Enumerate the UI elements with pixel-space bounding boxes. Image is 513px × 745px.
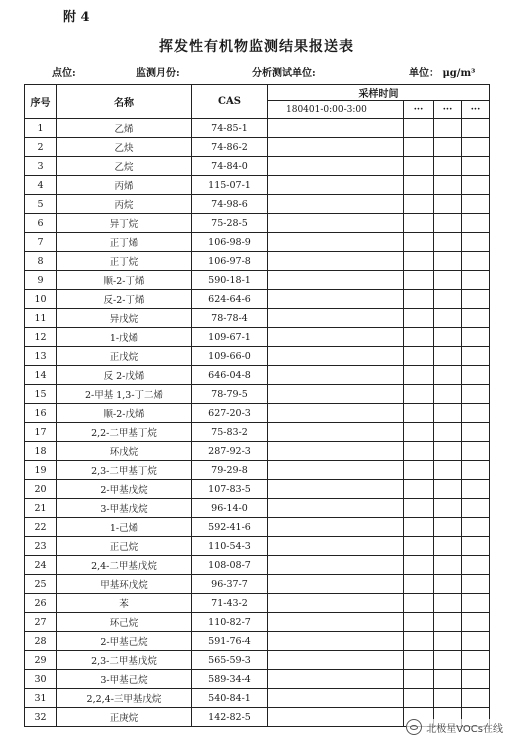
row-number: 12: [25, 328, 57, 347]
compound-name: 正己烷: [57, 537, 192, 556]
result-cell: [434, 309, 462, 328]
result-cell: [404, 138, 434, 157]
compound-name: 丙烷: [57, 195, 192, 214]
result-cell: [462, 442, 490, 461]
table-row: [25, 670, 490, 689]
result-cell: [404, 689, 434, 708]
result-cell: [404, 670, 434, 689]
result-cell: [404, 442, 434, 461]
table-row: [25, 423, 490, 442]
result-cell: [462, 176, 490, 195]
result-cell: [434, 499, 462, 518]
month-label: 监测月份:: [136, 68, 180, 79]
row-number: 3: [25, 157, 57, 176]
row-number: 31: [25, 689, 57, 708]
result-cell: [434, 290, 462, 309]
row-number: 14: [25, 366, 57, 385]
cas-number: 589-34-4: [192, 670, 268, 689]
table-row: [25, 195, 490, 214]
cas-number: 592-41-6: [192, 518, 268, 537]
result-cell: [268, 499, 404, 518]
result-cell: [462, 233, 490, 252]
result-cell: [434, 347, 462, 366]
compound-name: 3-甲基己烷: [57, 670, 192, 689]
compound-name: 2-甲基己烷: [57, 632, 192, 651]
result-cell: [404, 461, 434, 480]
results-table: [24, 84, 490, 727]
result-cell: [434, 195, 462, 214]
header-sample-time: 采样时间: [268, 85, 490, 101]
row-number: 10: [25, 290, 57, 309]
compound-name: 正丁烯: [57, 233, 192, 252]
result-cell: [462, 252, 490, 271]
result-cell: [268, 366, 404, 385]
row-number: 6: [25, 214, 57, 233]
result-cell: [434, 271, 462, 290]
result-cell: [268, 290, 404, 309]
row-number: 20: [25, 480, 57, 499]
cas-number: 74-84-0: [192, 157, 268, 176]
cas-number: 110-82-7: [192, 613, 268, 632]
result-cell: [404, 651, 434, 670]
result-cell: [268, 385, 404, 404]
result-cell: [462, 423, 490, 442]
watermark-text: 北极星VOCs在线: [426, 723, 503, 735]
compound-name: 苯: [57, 594, 192, 613]
result-cell: [462, 537, 490, 556]
result-cell: [404, 499, 434, 518]
cas-number: 107-83-5: [192, 480, 268, 499]
compound-name: 2-甲基戊烷: [57, 480, 192, 499]
compound-name: 1-戊烯: [57, 328, 192, 347]
result-cell: [462, 461, 490, 480]
result-cell: [462, 594, 490, 613]
result-cell: [404, 613, 434, 632]
row-number: 17: [25, 423, 57, 442]
result-cell: [404, 404, 434, 423]
cas-number: 75-83-2: [192, 423, 268, 442]
cas-number: 78-78-4: [192, 309, 268, 328]
compound-name: 2-甲基 1,3-丁二烯: [57, 385, 192, 404]
cas-number: 106-98-9: [192, 233, 268, 252]
result-cell: [404, 195, 434, 214]
result-cell: [434, 651, 462, 670]
result-cell: [462, 689, 490, 708]
cas-number: 110-54-3: [192, 537, 268, 556]
result-cell: [434, 404, 462, 423]
table-row: [25, 575, 490, 594]
result-cell: [268, 214, 404, 233]
result-cell: [462, 328, 490, 347]
table-row: [25, 366, 490, 385]
row-number: 8: [25, 252, 57, 271]
result-cell: [462, 271, 490, 290]
cas-number: 71-43-2: [192, 594, 268, 613]
result-cell: [268, 594, 404, 613]
result-cell: [434, 518, 462, 537]
cas-number: 109-66-0: [192, 347, 268, 366]
result-cell: [268, 613, 404, 632]
cas-number: 108-08-7: [192, 556, 268, 575]
result-cell: [268, 176, 404, 195]
row-number: 7: [25, 233, 57, 252]
row-number: 1: [25, 119, 57, 138]
result-cell: [268, 423, 404, 442]
table-row: [25, 119, 490, 138]
result-cell: [404, 480, 434, 499]
table-row: [25, 233, 490, 252]
compound-name: 甲基环戊烷: [57, 575, 192, 594]
row-number: 26: [25, 594, 57, 613]
table-row: [25, 499, 490, 518]
cas-number: 591-76-4: [192, 632, 268, 651]
table-row: [25, 689, 490, 708]
result-cell: [268, 689, 404, 708]
result-cell: [404, 290, 434, 309]
cas-number: 624-64-6: [192, 290, 268, 309]
result-cell: [462, 347, 490, 366]
compound-name: 环戊烷: [57, 442, 192, 461]
result-cell: [434, 157, 462, 176]
cas-number: 109-67-1: [192, 328, 268, 347]
watermark: [406, 719, 503, 735]
point-label: 点位:: [52, 68, 76, 79]
row-number: 24: [25, 556, 57, 575]
row-number: 4: [25, 176, 57, 195]
table-row: [25, 347, 490, 366]
cas-number: 540-84-1: [192, 689, 268, 708]
result-cell: [404, 366, 434, 385]
result-cell: [434, 214, 462, 233]
result-cell: [434, 328, 462, 347]
result-cell: [268, 556, 404, 575]
row-number: 30: [25, 670, 57, 689]
result-cell: [434, 233, 462, 252]
result-cell: [462, 499, 490, 518]
result-cell: [404, 575, 434, 594]
result-cell: [462, 309, 490, 328]
result-cell: [434, 575, 462, 594]
compound-name: 1-己烯: [57, 518, 192, 537]
result-cell: [404, 347, 434, 366]
cas-number: 590-18-1: [192, 271, 268, 290]
compound-name: 2,3-二甲基戊烷: [57, 651, 192, 670]
sample-period-1: 180401-0:00-3:00: [268, 101, 404, 119]
result-cell: [462, 613, 490, 632]
result-cell: [268, 233, 404, 252]
table-row: [25, 176, 490, 195]
result-cell: [434, 480, 462, 499]
compound-name: 丙烯: [57, 176, 192, 195]
row-number: 18: [25, 442, 57, 461]
row-number: 13: [25, 347, 57, 366]
cas-number: 106-97-8: [192, 252, 268, 271]
result-cell: [268, 442, 404, 461]
result-cell: [434, 537, 462, 556]
result-cell: [268, 252, 404, 271]
row-number: 16: [25, 404, 57, 423]
result-cell: [462, 385, 490, 404]
compound-name: 3-甲基戊烷: [57, 499, 192, 518]
page-title: 挥发性有机物监测结果报送表: [159, 39, 354, 55]
unit-label: 单位： μg/m³: [409, 68, 476, 79]
compound-name: 正庚烷: [57, 708, 192, 727]
cas-number: 96-37-7: [192, 575, 268, 594]
compound-name: 异丁烷: [57, 214, 192, 233]
result-cell: [462, 575, 490, 594]
table-row: [25, 461, 490, 480]
table-row: [25, 214, 490, 233]
cas-number: 142-82-5: [192, 708, 268, 727]
cas-number: 75-28-5: [192, 214, 268, 233]
sample-period-more: ···: [434, 101, 462, 119]
result-cell: [268, 328, 404, 347]
cas-number: 74-85-1: [192, 119, 268, 138]
compound-name: 反 2-戊烯: [57, 366, 192, 385]
result-cell: [268, 347, 404, 366]
result-cell: [268, 575, 404, 594]
result-cell: [434, 138, 462, 157]
result-cell: [462, 480, 490, 499]
result-cell: [268, 632, 404, 651]
result-cell: [404, 252, 434, 271]
row-number: 23: [25, 537, 57, 556]
cas-number: 287-92-3: [192, 442, 268, 461]
row-number: 32: [25, 708, 57, 727]
compound-name: 2,4-二甲基戊烷: [57, 556, 192, 575]
result-cell: [268, 461, 404, 480]
compound-name: 反-2-丁烯: [57, 290, 192, 309]
row-number: 15: [25, 385, 57, 404]
cas-number: 646-04-8: [192, 366, 268, 385]
row-number: 19: [25, 461, 57, 480]
cas-number: 627-20-3: [192, 404, 268, 423]
result-cell: [404, 423, 434, 442]
table-row: [25, 537, 490, 556]
cas-number: 96-14-0: [192, 499, 268, 518]
table-row: [25, 594, 490, 613]
result-cell: [268, 537, 404, 556]
result-cell: [268, 670, 404, 689]
table-row: [25, 385, 490, 404]
result-cell: [434, 461, 462, 480]
wechat-icon: [406, 719, 422, 735]
result-cell: [404, 176, 434, 195]
cas-number: 78-79-5: [192, 385, 268, 404]
compound-name: 顺-2-戊烯: [57, 404, 192, 423]
result-cell: [434, 594, 462, 613]
result-cell: [404, 271, 434, 290]
result-cell: [434, 119, 462, 138]
row-number: 22: [25, 518, 57, 537]
cas-number: 74-86-2: [192, 138, 268, 157]
result-cell: [268, 195, 404, 214]
row-number: 21: [25, 499, 57, 518]
result-cell: [434, 366, 462, 385]
table-row: [25, 651, 490, 670]
row-number: 27: [25, 613, 57, 632]
table-row: [25, 404, 490, 423]
result-cell: [404, 556, 434, 575]
compound-name: 环己烷: [57, 613, 192, 632]
row-number: 11: [25, 309, 57, 328]
cas-number: 115-07-1: [192, 176, 268, 195]
result-cell: [434, 632, 462, 651]
result-cell: [404, 157, 434, 176]
result-cell: [434, 176, 462, 195]
sample-period-more: ···: [462, 101, 490, 119]
table-row: [25, 518, 490, 537]
result-cell: [268, 518, 404, 537]
result-cell: [404, 537, 434, 556]
compound-name: 正戊烷: [57, 347, 192, 366]
compound-name: 正丁烷: [57, 252, 192, 271]
result-cell: [268, 119, 404, 138]
table-row: [25, 328, 490, 347]
row-number: 25: [25, 575, 57, 594]
result-cell: [462, 290, 490, 309]
result-cell: [404, 233, 434, 252]
result-cell: [434, 385, 462, 404]
table-row: [25, 442, 490, 461]
sample-period-more: ···: [404, 101, 434, 119]
appendix-label: 附 4: [63, 10, 90, 25]
row-number: 28: [25, 632, 57, 651]
row-number: 5: [25, 195, 57, 214]
cas-number: 565-59-3: [192, 651, 268, 670]
row-number: 2: [25, 138, 57, 157]
result-cell: [462, 157, 490, 176]
table-row: [25, 157, 490, 176]
compound-name: 乙烷: [57, 157, 192, 176]
table-row: [25, 138, 490, 157]
result-cell: [268, 271, 404, 290]
compound-name: 顺-2-丁烯: [57, 271, 192, 290]
result-cell: [462, 518, 490, 537]
row-number: 9: [25, 271, 57, 290]
result-cell: [434, 670, 462, 689]
result-cell: [434, 442, 462, 461]
cas-number: 74-98-6: [192, 195, 268, 214]
table-row: [25, 309, 490, 328]
result-cell: [404, 309, 434, 328]
result-cell: [404, 518, 434, 537]
lab-label: 分析测试单位:: [252, 68, 316, 79]
table-row: [25, 252, 490, 271]
result-cell: [434, 556, 462, 575]
result-cell: [462, 119, 490, 138]
compound-name: 乙炔: [57, 138, 192, 157]
result-cell: [404, 385, 434, 404]
result-cell: [268, 157, 404, 176]
result-cell: [462, 651, 490, 670]
result-cell: [434, 613, 462, 632]
header-cas: CAS: [192, 85, 268, 119]
header-name: 名称: [57, 85, 192, 119]
result-cell: [434, 689, 462, 708]
result-cell: [268, 309, 404, 328]
compound-name: 2,3-二甲基丁烷: [57, 461, 192, 480]
result-cell: [268, 138, 404, 157]
result-cell: [462, 214, 490, 233]
compound-name: 乙烯: [57, 119, 192, 138]
header-no: 序号: [25, 85, 57, 119]
result-cell: [404, 119, 434, 138]
result-cell: [404, 328, 434, 347]
table-row: [25, 480, 490, 499]
result-cell: [268, 708, 404, 727]
result-cell: [434, 423, 462, 442]
result-cell: [462, 195, 490, 214]
result-cell: [268, 480, 404, 499]
cas-number: 79-29-8: [192, 461, 268, 480]
result-cell: [462, 366, 490, 385]
result-cell: [404, 214, 434, 233]
result-cell: [462, 632, 490, 651]
result-cell: [434, 252, 462, 271]
table-row: [25, 556, 490, 575]
result-cell: [268, 651, 404, 670]
compound-name: 异戊烷: [57, 309, 192, 328]
compound-name: 2,2,4-三甲基戊烷: [57, 689, 192, 708]
table-row: [25, 290, 490, 309]
result-cell: [462, 404, 490, 423]
result-cell: [462, 556, 490, 575]
row-number: 29: [25, 651, 57, 670]
result-cell: [404, 594, 434, 613]
result-cell: [404, 632, 434, 651]
table-row: [25, 613, 490, 632]
result-cell: [462, 670, 490, 689]
table-row: [25, 271, 490, 290]
result-cell: [462, 138, 490, 157]
table-row: [25, 632, 490, 651]
result-cell: [268, 404, 404, 423]
compound-name: 2,2-二甲基丁烷: [57, 423, 192, 442]
